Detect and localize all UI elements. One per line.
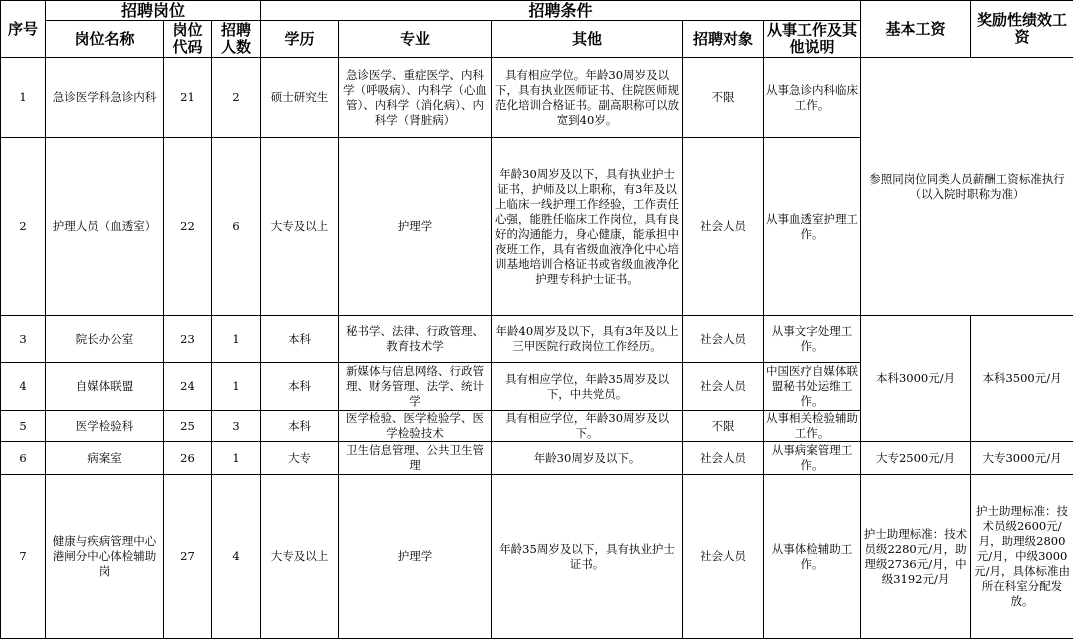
table-row (1, 475, 1073, 639)
cell-other: 年龄30周岁及以下，具有执业护士证书，护师及以上职称，有3年及以上临床一线护理工作经验，工作责任心强，能胜任临床工作岗位，具有良好的沟通能力，身心健康，能承担中夜班工作，具有省级血液净化中心培训基地培训合格证书或省级血液净化护理专科护士证书。 (492, 138, 683, 316)
cell-post-name: 自媒体联盟 (46, 363, 164, 411)
cell-post-code: 25 (164, 411, 212, 442)
cell-target: 不限 (683, 58, 764, 138)
cell-headcount: 3 (212, 411, 261, 442)
header-post-code: 岗位代码 (164, 21, 212, 58)
table-row (1, 442, 1073, 475)
cell-post-name: 院长办公室 (46, 316, 164, 363)
cell-base-wage-college: 大专2500元/月 (861, 442, 971, 475)
table-row (1, 316, 1073, 363)
cell-other: 具有相应学位，年龄35周岁及以下，中共党员。 (492, 363, 683, 411)
cell-major: 秘书学、法律、行政管理、教育技术学 (339, 316, 492, 363)
cell-post-code: 27 (164, 475, 212, 639)
cell-bonus-wage-college: 大专3000元/月 (971, 442, 1073, 475)
cell-education: 大专及以上 (261, 475, 339, 639)
cell-major: 卫生信息管理、公共卫生管理 (339, 442, 492, 475)
cell-work-desc: 中国医疗自媒体联盟秘书处运维工作。 (764, 363, 861, 411)
cell-education: 大专 (261, 442, 339, 475)
cell-target: 社会人员 (683, 138, 764, 316)
wage-reference-sub: （以入院时职称为准） (909, 186, 1025, 201)
table-row (1, 58, 1073, 138)
cell-education: 本科 (261, 363, 339, 411)
cell-seq: 1 (1, 58, 46, 138)
cell-major: 护理学 (339, 475, 492, 639)
cell-seq: 2 (1, 138, 46, 316)
cell-other: 具有相应学位，年龄30周岁及以下。 (492, 411, 683, 442)
header-conditions-group: 招聘条件 (261, 1, 861, 21)
cell-post-code: 24 (164, 363, 212, 411)
cell-base-wage-nurse-assistant: 护士助理标准：技术员级2280元/月，助理级2736元/月，中级3192元/月 (861, 475, 971, 639)
cell-seq: 7 (1, 475, 46, 639)
cell-post-code: 23 (164, 316, 212, 363)
cell-headcount: 6 (212, 138, 261, 316)
cell-target: 社会人员 (683, 316, 764, 363)
cell-major: 新媒体与信息网络、行政管理、财务管理、法学、统计学 (339, 363, 492, 411)
cell-work-desc: 从事血透室护理工作。 (764, 138, 861, 316)
cell-bonus-wage-nurse-assistant: 护士助理标准：技术员级2600元/月，助理级2800元/月，中级3000元/月，具体标准由所在科室分配发放。 (971, 475, 1073, 639)
cell-education: 硕士研究生 (261, 58, 339, 138)
cell-target: 社会人员 (683, 363, 764, 411)
cell-seq: 4 (1, 363, 46, 411)
cell-seq: 6 (1, 442, 46, 475)
cell-post-code: 22 (164, 138, 212, 316)
cell-post-code: 26 (164, 442, 212, 475)
cell-major: 护理学 (339, 138, 492, 316)
wage-reference-text: 参照同岗位同类人员薪酬工资标准执行 (869, 171, 1065, 186)
cell-target: 不限 (683, 411, 764, 442)
header-major: 专业 (339, 21, 492, 58)
header-base-wage: 基本工资 (861, 1, 971, 58)
cell-post-name: 护理人员（血透室） (46, 138, 164, 316)
cell-seq: 3 (1, 316, 46, 363)
header-education: 学历 (261, 21, 339, 58)
cell-other: 具有相应学位。年龄30周岁及以下，具有执业医师证书、住院医师规范化培训合格证书。副高职称可以放宽到40岁。 (492, 58, 683, 138)
cell-post-name: 健康与疾病管理中心港闸分中心体检辅助岗 (46, 475, 164, 639)
header-work-desc: 从事工作及其他说明 (764, 21, 861, 58)
header-bonus-wage: 奖励性绩效工资 (971, 1, 1073, 58)
cell-post-name: 急诊医学科急诊内科 (46, 58, 164, 138)
cell-education: 本科 (261, 316, 339, 363)
cell-headcount: 1 (212, 363, 261, 411)
cell-other: 年龄30周岁及以下。 (492, 442, 683, 475)
header-seq: 序号 (1, 1, 46, 58)
cell-headcount: 1 (212, 442, 261, 475)
cell-headcount: 4 (212, 475, 261, 639)
cell-target: 社会人员 (683, 442, 764, 475)
cell-work-desc: 从事文字处理工作。 (764, 316, 861, 363)
cell-work-desc: 从事体检辅助工作。 (764, 475, 861, 639)
cell-base-wage-bachelor: 本科3000元/月 (861, 316, 971, 442)
cell-wage-reference (861, 58, 1073, 316)
cell-post-name: 病案室 (46, 442, 164, 475)
cell-other: 年龄40周岁及以下，具有3年及以上三甲医院行政岗位工作经历。 (492, 316, 683, 363)
header-other: 其他 (492, 21, 683, 58)
cell-work-desc: 从事急诊内科临床工作。 (764, 58, 861, 138)
cell-seq: 5 (1, 411, 46, 442)
cell-major: 医学检验、医学检验学、医学检验技术 (339, 411, 492, 442)
cell-major: 急诊医学、重症医学、内科学（呼吸病）、内科学（心血管）、内科学（消化病）、内科学（肾脏病） (339, 58, 492, 138)
cell-headcount: 2 (212, 58, 261, 138)
header-post-group: 招聘岗位 (46, 1, 261, 21)
cell-work-desc: 从事相关检验辅助工作。 (764, 411, 861, 442)
header-headcount: 招聘人数 (212, 21, 261, 58)
header-target: 招聘对象 (683, 21, 764, 58)
cell-target: 社会人员 (683, 475, 764, 639)
header-post-name: 岗位名称 (46, 21, 164, 58)
cell-other: 年龄35周岁及以下，具有执业护士证书。 (492, 475, 683, 639)
cell-headcount: 1 (212, 316, 261, 363)
cell-post-name: 医学检验科 (46, 411, 164, 442)
cell-work-desc: 从事病案管理工作。 (764, 442, 861, 475)
cell-education: 本科 (261, 411, 339, 442)
cell-bonus-wage-bachelor: 本科3500元/月 (971, 316, 1073, 442)
cell-education: 大专及以上 (261, 138, 339, 316)
cell-post-code: 21 (164, 58, 212, 138)
